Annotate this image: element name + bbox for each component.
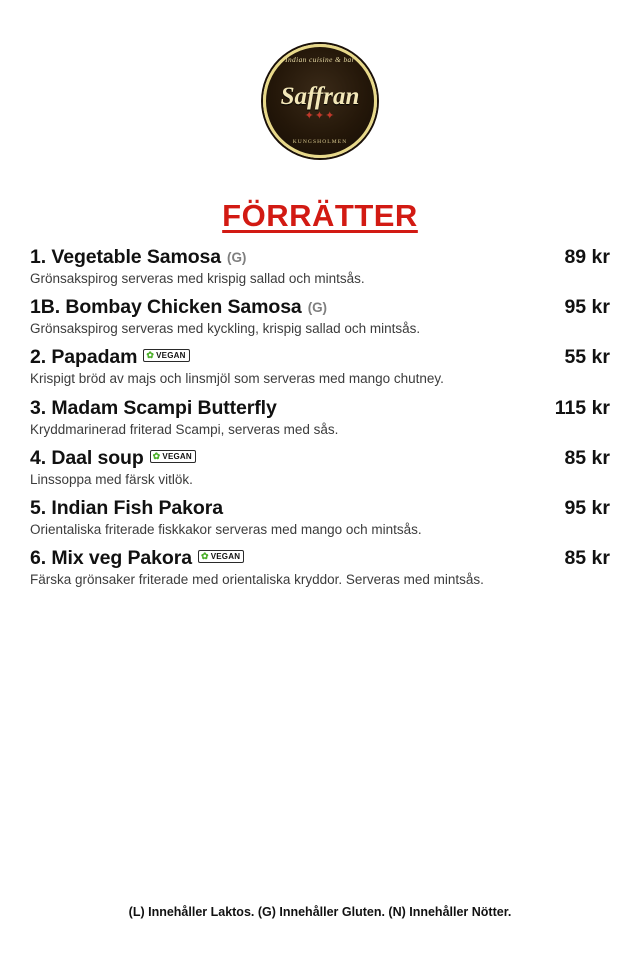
- item-name: [30, 397, 277, 420]
- vegan-badge: [143, 349, 189, 362]
- item-description: Grönsakspirog serveras med kyckling, krispig sallad och mintsås.: [30, 321, 421, 337]
- item-price: 55 kr: [564, 346, 610, 369]
- page-title: FÖRRÄTTER: [222, 198, 418, 233]
- allergen-footnote: (L) Innehåller Laktos. (G) Innehåller Gluten. (N) Innehåller Nötter.: [128, 905, 512, 919]
- item-name: [30, 246, 246, 269]
- item-header: [30, 397, 610, 420]
- menu-list: [30, 246, 610, 598]
- list-item: [30, 497, 610, 539]
- vegan-label: VEGAN: [162, 451, 192, 461]
- leaf-icon: ✿: [146, 350, 155, 361]
- item-description: Orientaliska friterade fiskkakor serveras med mango och mintsås.: [30, 522, 422, 538]
- item-header: [30, 497, 610, 520]
- item-description: Kryddmarinerad friterad Scampi, serveras med sås.: [30, 421, 339, 437]
- logo-wordmark: Saffran: [280, 83, 360, 110]
- item-header: [30, 447, 610, 470]
- allergen-tag: (G): [307, 300, 327, 316]
- vegan-badge: [198, 550, 244, 563]
- chili-icon: ✦✦✦: [304, 110, 336, 122]
- logo-location: KUNGSHOLMEN: [292, 139, 348, 145]
- vegan-badge: [150, 450, 196, 463]
- item-price: 115 kr: [554, 396, 610, 419]
- logo-tagline: Indian cuisine & bar: [285, 56, 355, 64]
- item-description: Färska grönsaker friterade med orientaliska kryddor. Serveras med mintsås.: [30, 572, 484, 588]
- item-price: 85 kr: [564, 547, 610, 570]
- item-name: [30, 547, 244, 570]
- item-title: 5. Indian Fish Pakora: [30, 497, 223, 520]
- item-title: 1B. Bombay Chicken Samosa: [30, 296, 302, 319]
- item-description: Grönsakspirog serveras med krispig sallad och mintsås.: [30, 271, 365, 286]
- item-name: [30, 296, 327, 319]
- item-price: 89 kr: [564, 246, 610, 268]
- item-header: [30, 296, 610, 319]
- list-item: [30, 447, 610, 489]
- saffran-logo: [263, 44, 377, 158]
- item-price: 85 kr: [564, 446, 610, 469]
- allergen-tag: (G): [227, 250, 247, 265]
- logo-container: [30, 44, 610, 158]
- leaf-icon: ✿: [200, 551, 209, 562]
- item-name: [30, 346, 190, 369]
- item-title: 3. Madam Scampi Butterfly: [30, 396, 277, 419]
- item-price: 95 kr: [564, 296, 610, 319]
- item-header: [30, 346, 610, 369]
- list-item: [30, 346, 610, 388]
- list-item: [30, 547, 610, 589]
- list-item: [30, 397, 610, 439]
- item-title: 6. Mix veg Pakora: [30, 547, 192, 570]
- list-item: [30, 246, 610, 288]
- vegan-label: VEGAN: [156, 351, 186, 361]
- item-name: [30, 497, 223, 520]
- item-price: 95 kr: [564, 497, 610, 520]
- item-description: Linssoppa med färsk vitlök.: [30, 471, 193, 487]
- item-header: [30, 547, 610, 570]
- leaf-icon: ✿: [152, 450, 161, 461]
- item-title: 4. Daal soup: [30, 446, 144, 469]
- list-item: [30, 296, 610, 338]
- item-title: 1. Vegetable Samosa: [30, 246, 222, 268]
- item-name: [30, 447, 196, 470]
- vegan-label: VEGAN: [210, 552, 241, 562]
- item-title: 2. Papadam: [30, 346, 138, 369]
- item-description: Krispigt bröd av majs och linsmjöl som serveras med mango chutney.: [30, 371, 444, 387]
- item-header: [30, 246, 610, 269]
